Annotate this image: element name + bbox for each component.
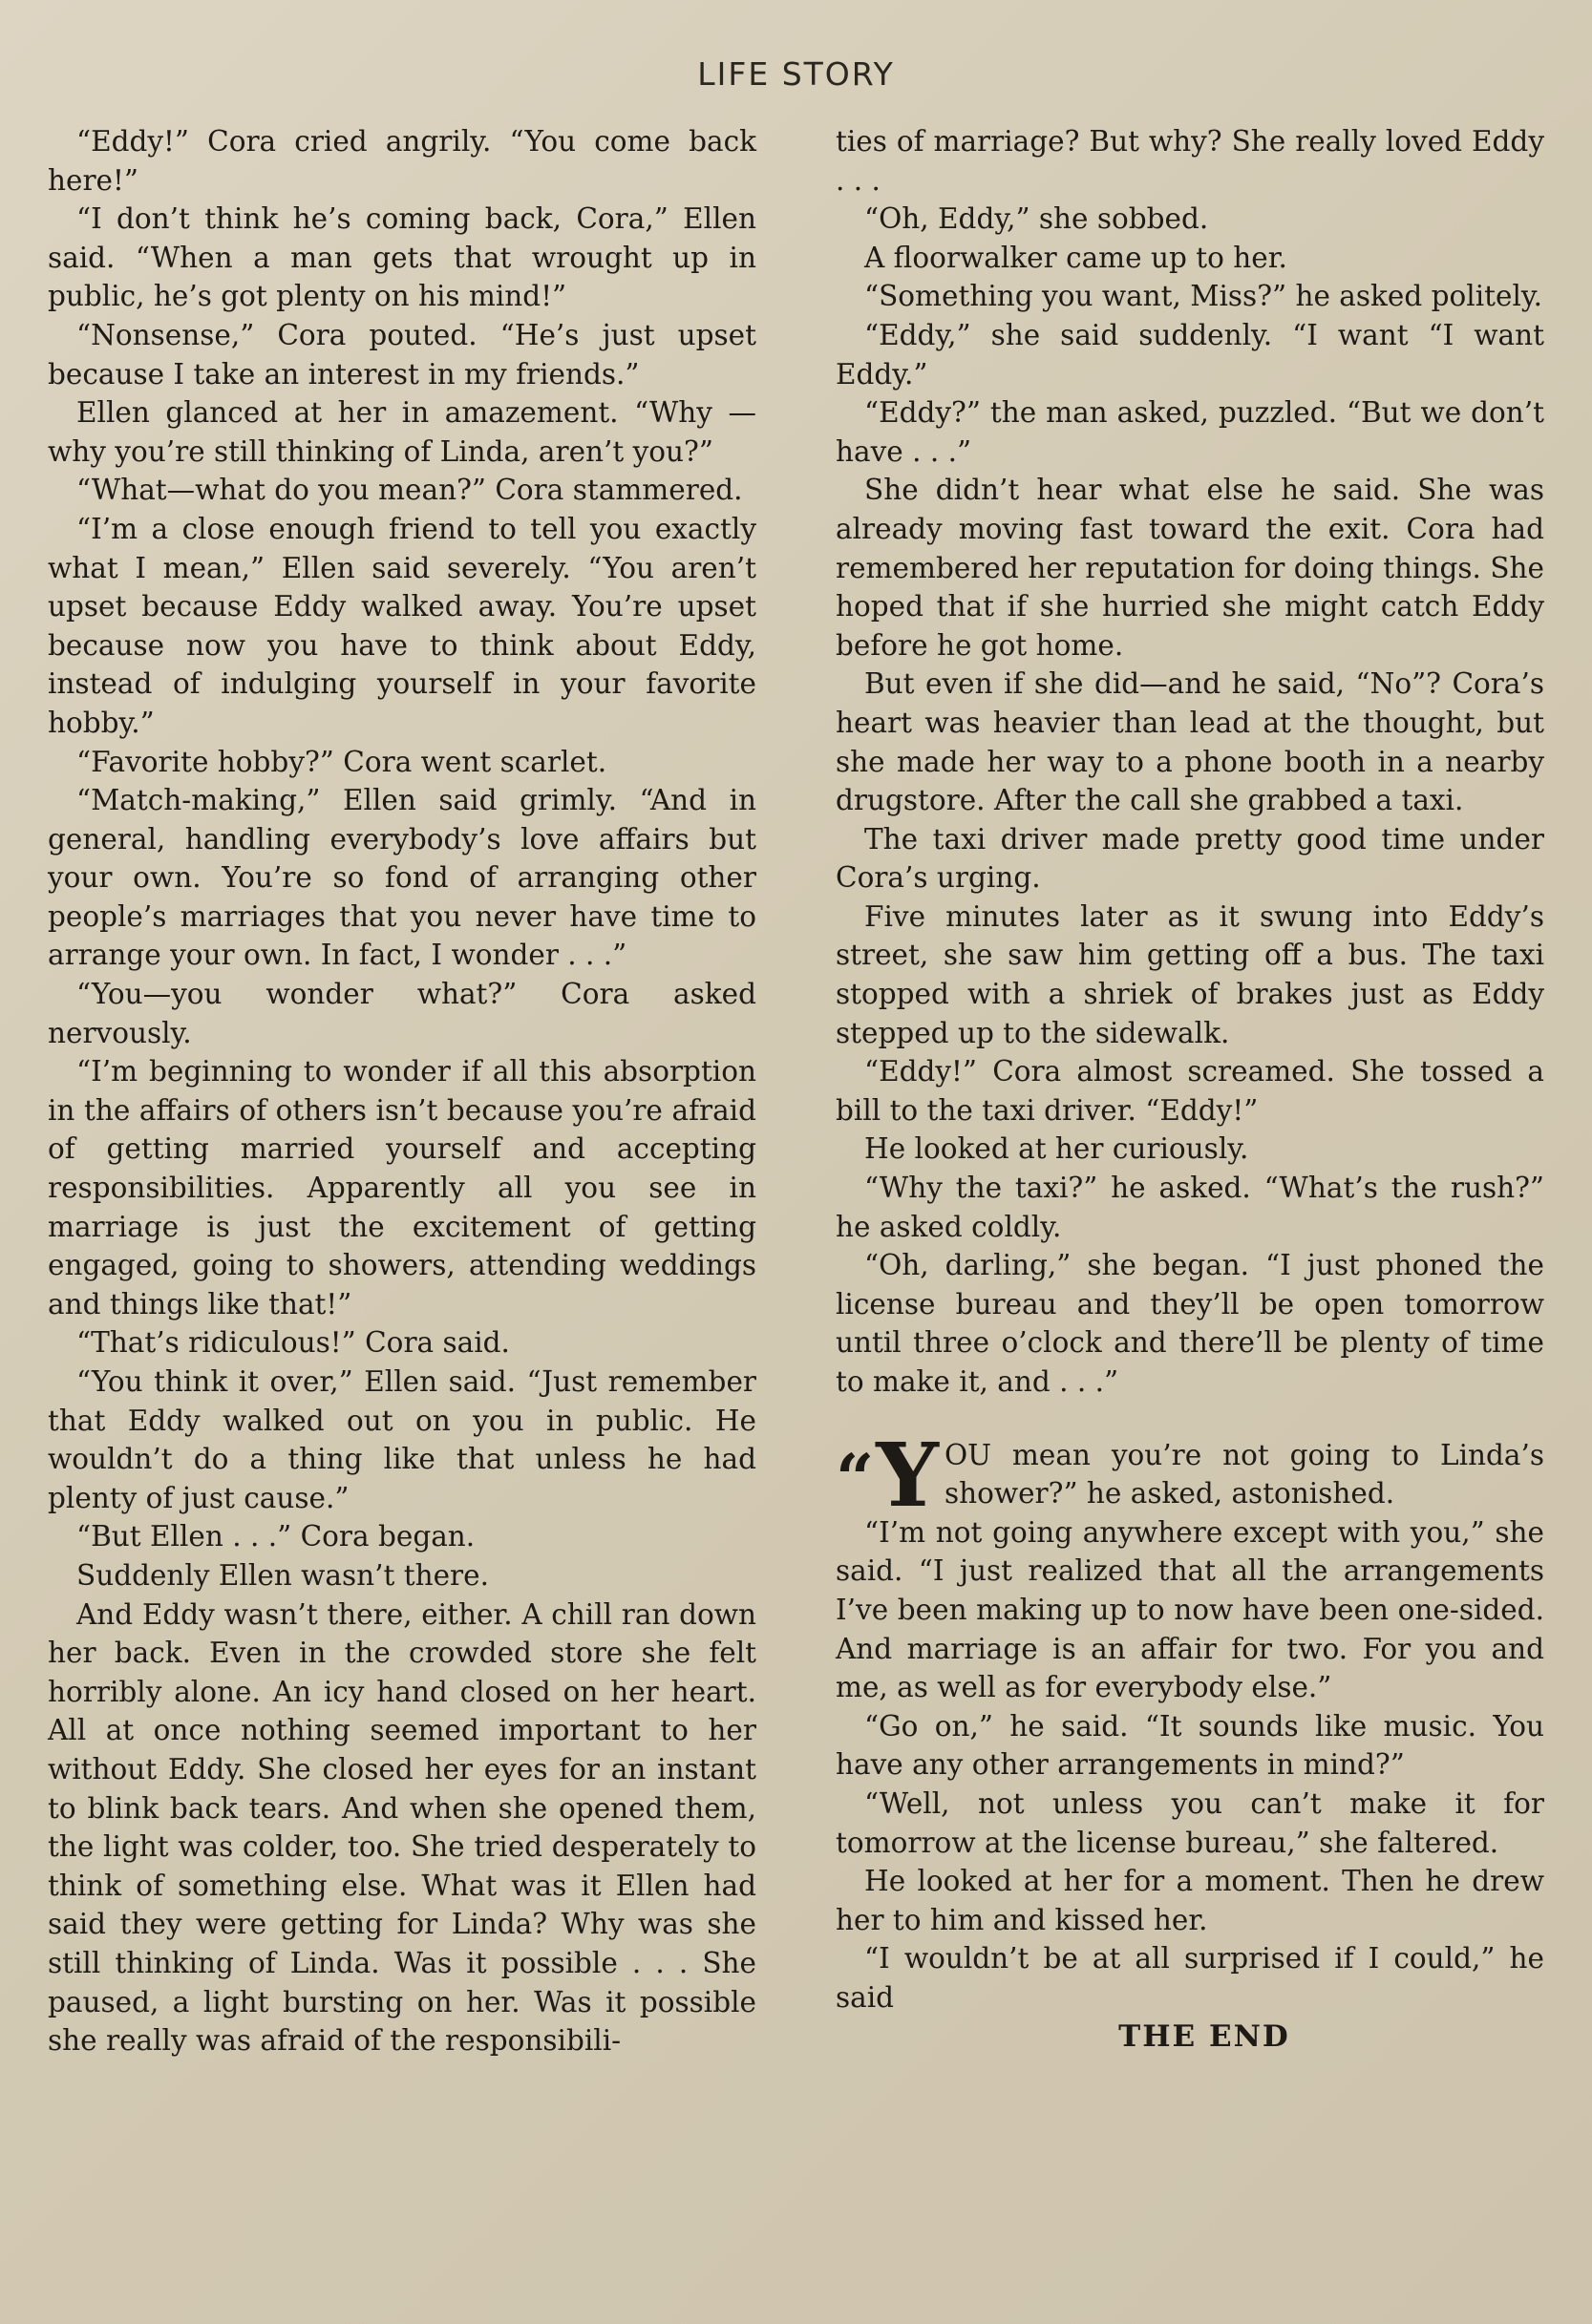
- the-end-label: THE END: [1118, 2018, 1290, 2054]
- paragraph: “I wouldn’t be at all surprised if I could,” he said: [836, 1942, 1544, 2014]
- paragraph: “I’m beginning to wonder if all this absorption in the affairs of others isn’t because you’re afraid of getting married yourself and accepting responsibilities. Apparently all you see in marriage is just the excitement of getting engaged, going to showers, attending weddings and things like that!”: [48, 1055, 756, 1320]
- paragraph: “Eddy!” Cora cried angrily. “You come back here!”: [48, 125, 756, 197]
- paragraph: “Match-making,” Ellen said grimly. “And in general, handling everybody’s love affairs but your own. You’re so fond of arranging other people’s marriages that you never have time to arrange your own. In fact, I wonder . . .”: [48, 784, 756, 972]
- paragraph: Suddenly Ellen wasn’t there.: [76, 1558, 489, 1592]
- paragraph: “Something you want, Miss?” he asked politely.: [864, 280, 1543, 313]
- paragraph: Five minutes later as it swung into Eddy’s street, she saw him getting off a bus. The taxi stopped with a shriek of brakes just as Eddy stepped up to the sidewalk.: [836, 899, 1544, 1049]
- paragraph: And Eddy wasn’t there, either. A chill ran down her back. Even in the crowded store she felt horribly alone. An icy hand closed on her heart. All at once nothing seemed important to her without Eddy. She closed her eyes for an instant to blink back tears. And when she opened them, the light was colder, too. She tried desperately to think of something else. What was it Ellen had said they were getting for Linda? Why was she still thinking of Linda. Was it possible . . . She paused, a light bursting on her. Was it possible she really was afraid of the responsibili-: [48, 1597, 756, 2058]
- drop-cap-rest: OU mean you’re not going to Linda’s shower?” he asked, astonished.: [944, 1438, 1544, 1511]
- paragraph: He looked at her for a moment. Then he drew her to him and kissed her.: [836, 1865, 1544, 1936]
- paragraph: But even if she did—and he said, “No”? Cora’s heart was heavier than lead at the thought, but she made her way to a phone booth in a nearby drugstore. After the call she grabbed a taxi.: [836, 667, 1544, 817]
- paragraph: “Why the taxi?” he asked. “What’s the rush?” he asked coldly.: [836, 1172, 1544, 1243]
- paragraph: Ellen glanced at her in amazement. “Why —why you’re still thinking of Linda, aren’t you?”: [48, 396, 756, 468]
- drop-cap-quote: “: [836, 1438, 875, 1518]
- paragraph: “You—you wonder what?” Cora asked nervously.: [48, 978, 756, 1049]
- paragraph: She didn’t hear what else he said. She was already moving fast toward the exit. Cora had remembered her reputation for doing things. She hoped that if she hurried she might catch Eddy before he got home.: [836, 474, 1544, 662]
- paragraph: “Oh, darling,” she began. “I just phoned the license bureau and they’ll be open tomorrow until three o’clock and there’ll be plenty of time to make it, and . . .”: [836, 1249, 1544, 1398]
- paragraph: “Well, not unless you can’t make it for tomorrow at the license bureau,” she faltered.: [836, 1786, 1544, 1859]
- paragraph: “Go on,” he said. “It sounds like music. You have any other arrangements in mind?”: [836, 1709, 1544, 1782]
- paragraph: “Nonsense,” Cora pouted. “He’s just upset because I take an interest in my friends.”: [48, 318, 756, 391]
- left-column: [48, 122, 756, 2060]
- paragraph: “You think it over,” Ellen said. “Just remember that Eddy walked out on you in public. He wouldn’t do a thing like that unless he had plenty of just cause.”: [48, 1365, 756, 1514]
- paragraph: The taxi driver made pretty good time under Cora’s urging.: [836, 822, 1544, 895]
- paragraph: “Eddy?” the man asked, puzzled. “But we don’t have . . .”: [836, 396, 1544, 468]
- paragraph: “That’s ridiculous!” Cora said.: [76, 1326, 510, 1360]
- paragraph: “What—what do you mean?” Cora stammered.: [76, 474, 743, 507]
- paragraph: “Favorite hobby?” Cora went scarlet.: [76, 745, 607, 778]
- paragraph: “Eddy!” Cora almost screamed. She tossed a bill to the taxi driver. “Eddy!”: [836, 1055, 1544, 1127]
- paragraph: “But Ellen . . .” Cora began.: [76, 1520, 476, 1553]
- running-title: LIFE STORY: [697, 55, 895, 93]
- paragraph: “Oh, Eddy,” she sobbed.: [864, 202, 1209, 236]
- paragraph: “I’m a close enough friend to tell you exactly what I mean,” Ellen said severely. “You aren’t upset because Eddy walked away. You’re upset because now you have to think about Eddy, instead of indulging yourself in your favorite hobby.”: [48, 512, 756, 739]
- right-column: [836, 122, 1544, 2056]
- paragraph: “I don’t think he’s coming back, Cora,” Ellen said. “When a man gets that wrought up in public, he’s got plenty on his mind!”: [48, 202, 756, 313]
- dropcap-paragraph: [836, 1423, 1544, 1527]
- paragraph-continued: ties of marriage? But why? She really loved Eddy . . .: [836, 125, 1544, 197]
- paragraph: “Eddy,” she said suddenly. “I want “I want Eddy.”: [836, 318, 1544, 391]
- drop-cap-letter: Y: [876, 1423, 939, 1527]
- paragraph: A floorwalker came up to her.: [864, 241, 1287, 274]
- paragraph: He looked at her curiously.: [864, 1132, 1249, 1166]
- paragraph: “I’m not going anywhere except with you,” she said. “I just realized that all the arrangements I’ve been making up to now have been one-sided. And marriage is an affair for two. For you and me, as well as for everybody else.”: [836, 1515, 1544, 1704]
- drop-cap: [836, 1423, 939, 1527]
